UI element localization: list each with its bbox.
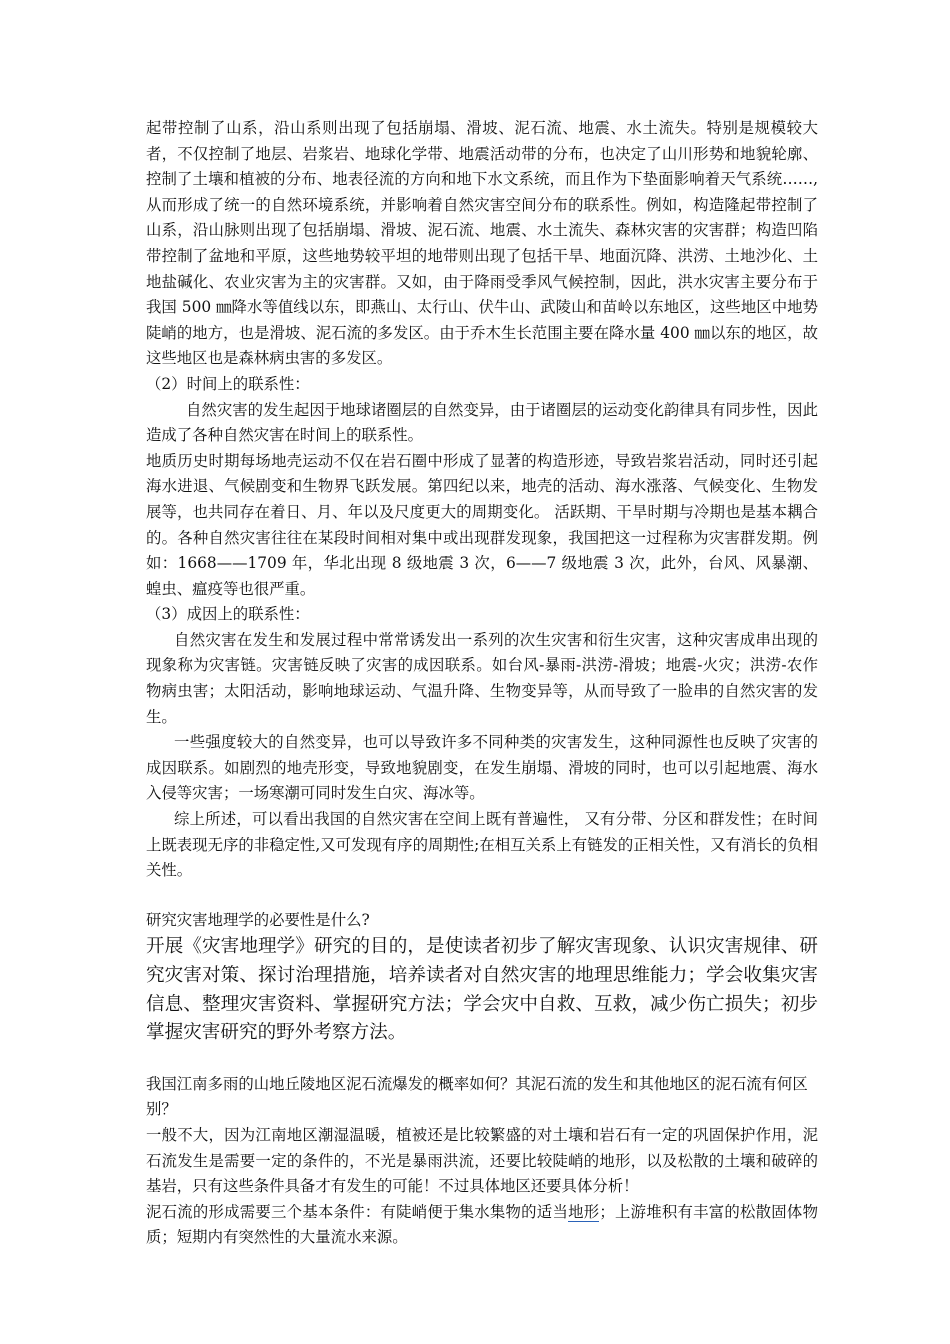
question-debris-flow: 我国江南多雨的山地丘陵地区泥石流爆发的概率如何？其泥石流的发生和其他地区的泥石流有何区别？ — [146, 1074, 808, 1119]
answer-necessity: 开展《灾害地理学》研究的目的，是使读者初步了解灾害现象、认识灾害规律、研究灾害对策、探讨治理措施，培养读者对自然灾害的地理思维能力；学会收集灾害信息、整理灾害资料、掌握研究方法；学会灾中自救、互救，减少伤亡损失；初步掌握灾害研究的野外考察方法。 — [146, 936, 818, 1044]
paragraph-spatial-linkage: 起带控制了山系，沿山系则出现了包括崩塌、滑坡、泥石流、地震、水土流失。特别是规模较大者，不仅控制了地层、岩浆岩、地球化学带、地震活动带的分布，也决定了山川形势和地貌轮廓、控制了土壤和植被的分布、地表径流的方向和地下水文系统，而且作为下垫面影响着天气系统……,从而形成了统一的自然环境系统，并影响着自然灾害空间分布的联系性。例如，构造隆起带控制了山系，沿山脉则出现了包括崩塌、滑坡、泥石流、地震、水土流失、森林灾害的灾害群；构造凹陷带控制了盆地和平原，这些地势较平坦的地带则出现了包括干旱、地面沉降、洪涝、土地沙化、土地盐碱化、农业灾害为主的灾害群。又如，由于降雨受季风气候控制，因此，洪水灾害主要分布于我国 500 ㎜降水等值线以东，即燕山、太行山、伏牛山、武陵山和苗岭以东地区，这些地区中地势陡峭的地方，也是滑坡、泥石流的多发区。由于乔木生长范围主要在降水量 400 ㎜以东的地区，故这些地区也是森林病虫害的多发区。 — [146, 119, 818, 368]
conditions-text-start: 泥石流的形成需要三个基本条件：有陡峭便于集水集物的适当 — [146, 1202, 569, 1221]
question-necessity: 研究灾害地理学的必要性是什么? — [146, 910, 370, 929]
heading-temporal-linkage: （2）时间上的联系性： — [146, 374, 310, 393]
paragraph-temporal-intro: 自然灾害的发生起因于地球诸圈层的自然变异，由于诸圈层的运动变化韵律具有同步性，因此造成了各种自然灾害在时间上的联系性。 — [146, 400, 818, 445]
spacer — [146, 1048, 818, 1072]
terrain-link[interactable]: 地形 — [568, 1202, 600, 1221]
paragraph-summary: 综上所述，可以看出我国的自然灾害在空间上既有普遍性， 又有分带、分区和群发性；在时间上既表现无序的非稳定性,又可发现有序的周期性;在相互关系上有链发的正相关性，又有消长的负相关性。 — [146, 810, 818, 880]
conditions-text-end: ；上游堆积有丰富的松散固体物质；短期内有突然性的大量流水来源。 — [146, 1202, 818, 1247]
spacer — [146, 884, 818, 908]
heading-causal-linkage: （3）成因上的联系性： — [146, 605, 310, 624]
paragraph-disaster-chain: 自然灾害在发生和发展过程中常常诱发出一系列的次生灾害和衍生灾害，这种灾害成串出现的现象称为灾害链。灾害链反映了灾害的成因联系。如台风-暴雨-洪涝-滑坡；地震-火灾；洪涝-农作物病虫害；太阳活动，影响地球运动、气温升降、生物变异等，从而导致了一脸串的自然灾害的发生。 — [146, 630, 818, 726]
paragraph-common-origin: 一些强度较大的自然变异，也可以导致许多不同种类的灾害发生，这种同源性也反映了灾害的成因联系。如剧烈的地壳形变，导致地貌剧变，在发生崩塌、滑坡的同时，也可以引起地震、海水入侵等灾害；一场寒潮可同时发生白灾、海冰等。 — [146, 733, 818, 803]
document-page — [146, 116, 818, 1251]
paragraph-geologic-history: 地质历史时期每场地壳运动不仅在岩石圈中形成了显著的构造形迹，导致岩浆岩活动，同时还引起海水进退、气候剧变和生物界飞跃发展。第四纪以来，地壳的活动、海水涨落、气候变化、生物发展等，也共同存在着日、月、年以及尺度更大的周期变化。 活跃期、干旱时期与冷期也是基本耦合的。各种自然灾害往往在某段时间相对集中或出现群发现象，我国把这一过程称为灾害群发期。例如：1668——1709 年，华北出现 8 级地震 3 次，6——7 级地震 3 次，此外，台风、风暴潮、蝗虫、瘟疫等也很严重。 — [146, 451, 818, 598]
answer-debris-flow: 一般不大，因为江南地区潮湿温暖，植被还是比较繁盛的对土壤和岩石有一定的巩固保护作用，泥石流发生是需要一定的条件的，不光是暴雨洪流，还要比较陡峭的地形，以及松散的土壤和破碎的基岩，只有这些条件具备才有发生的可能！不过具体地区还要具体分析！ — [146, 1125, 818, 1196]
answer-debris-flow-conditions — [146, 1200, 818, 1251]
